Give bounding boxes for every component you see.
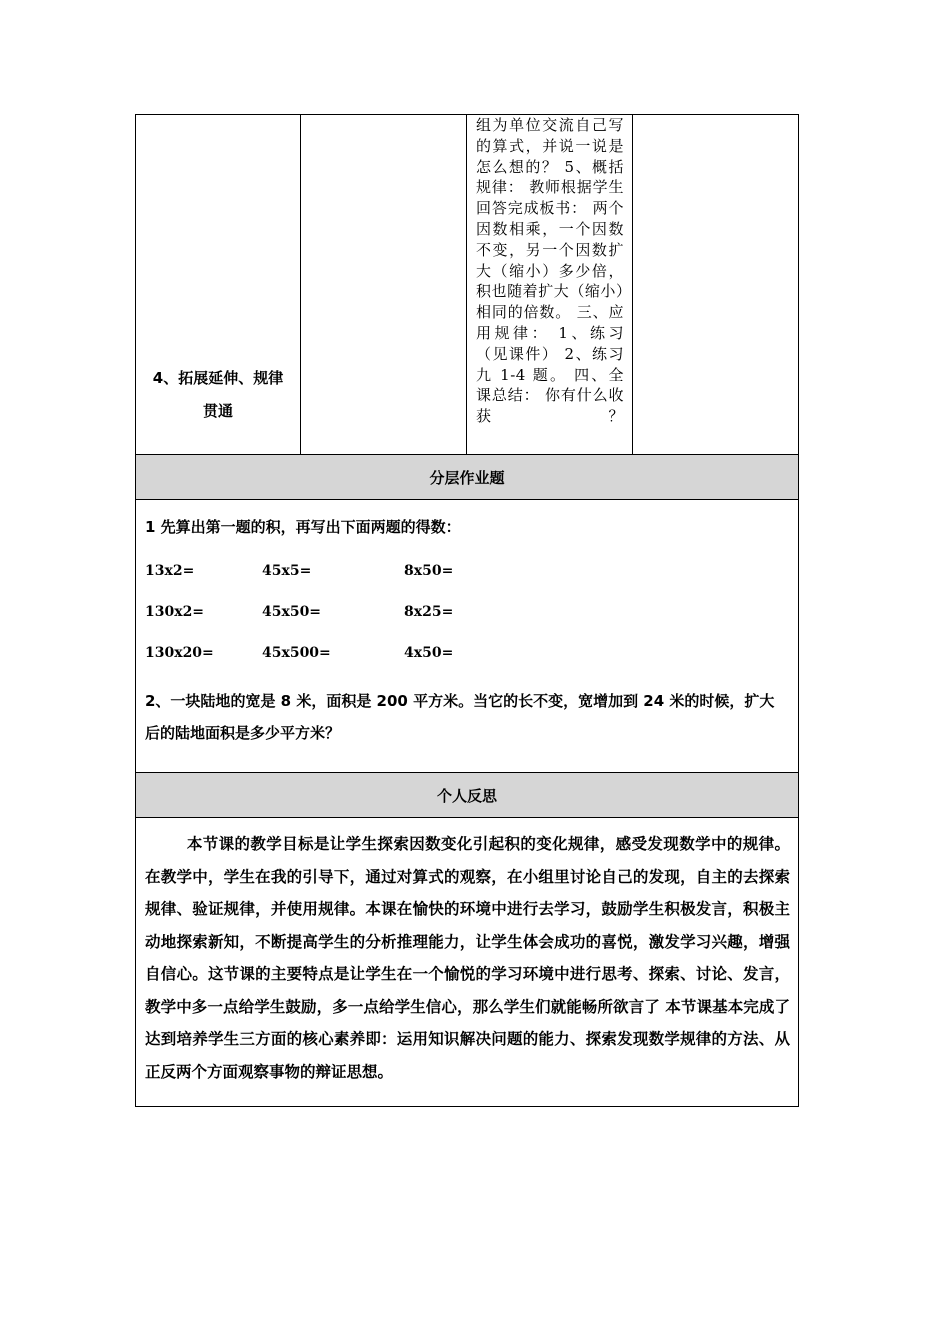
- reflection-header-row: [136, 773, 799, 818]
- equation: 13x2=: [145, 563, 195, 579]
- homework-question-1: 1 先算出第一题的积，再写出下面两题的得数：: [145, 518, 461, 536]
- equation: 130x20=: [145, 645, 214, 661]
- reflection-body: [136, 818, 799, 1107]
- reflection-text: 本节课的教学目标是让学生探索因数变化引起积的变化规律，感受发现数学中的规律。在教学中，学生在我的引导下，通过对算式的观察，在小组里讨论自己的发现，自主的去探索规律、验证规律，并使用规律。本课在愉快的环境中进行去学习，鼓励学生积极发言，积极主动地探索新知，不断提高学生的分析推理能力，让学生体会成功的喜悦，激发学习兴趣，增强自信心。这节课的主要特点是让学生在一个愉悦的学习环境中进行思考、探索、讨论、发言，教学中多一点给学生鼓励，多一点给学生信心，那么学生们就能畅所欲言了 本节课基本完成了达到培养学生三方面的核心素养即：运用知识解决问题的能力、探索发现数学规律的方法、从正反两个方面观察事物的辩证思想。: [145, 835, 790, 1081]
- stage-label-line2: 贯通: [202, 401, 233, 420]
- homework-question-2: 2、一块陆地的宽是 8 米，面积是 200 平方米。当它的长不变，宽增加到 24 米的时候，扩大后的陆地面积是多少平方米？: [145, 692, 775, 742]
- homework-body-row: [136, 500, 799, 773]
- stage-label-line1: 4、拓展延伸、规律: [152, 368, 284, 387]
- reflection-body-row: [136, 818, 799, 1107]
- stage-cell: [136, 115, 301, 455]
- equation: 45x5=: [262, 563, 312, 579]
- lesson-plan-table: [135, 114, 799, 1107]
- equation: 8x50=: [404, 563, 454, 579]
- homework-header-row: [136, 455, 799, 500]
- equation: 4x50=: [404, 645, 454, 661]
- homework-body: [136, 500, 799, 773]
- equation: 45x50=: [262, 604, 322, 620]
- student-activity-cell: [467, 115, 633, 455]
- equation: 8x25=: [404, 604, 454, 620]
- homework-header: 分层作业题: [136, 455, 799, 500]
- design-intent-cell: [633, 115, 799, 455]
- lesson-plan-document: [135, 114, 798, 1107]
- equation-row: [145, 604, 788, 620]
- reflection-header: 个人反思: [136, 773, 799, 818]
- teacher-activity-cell: [301, 115, 467, 455]
- equation: 45x500=: [262, 645, 331, 661]
- equation-row: [145, 645, 788, 661]
- process-row: [136, 115, 799, 455]
- equation-row: [145, 563, 788, 579]
- equation: 130x2=: [145, 604, 205, 620]
- student-activity-text: 组为单位交流自己写的算式，并说一说是怎么想的？ 5、概括规律： 教师根据学生回答完成板书： 两个因数相乘，一个因数不变，另一个因数扩大（缩小）多少倍，积也随着扩大（缩小）相同的倍数。 三、应用规律： 1、练习（见课件） 2、练习九 1-4 题。 四、全课总结： 你有什么收获？: [476, 116, 624, 426]
